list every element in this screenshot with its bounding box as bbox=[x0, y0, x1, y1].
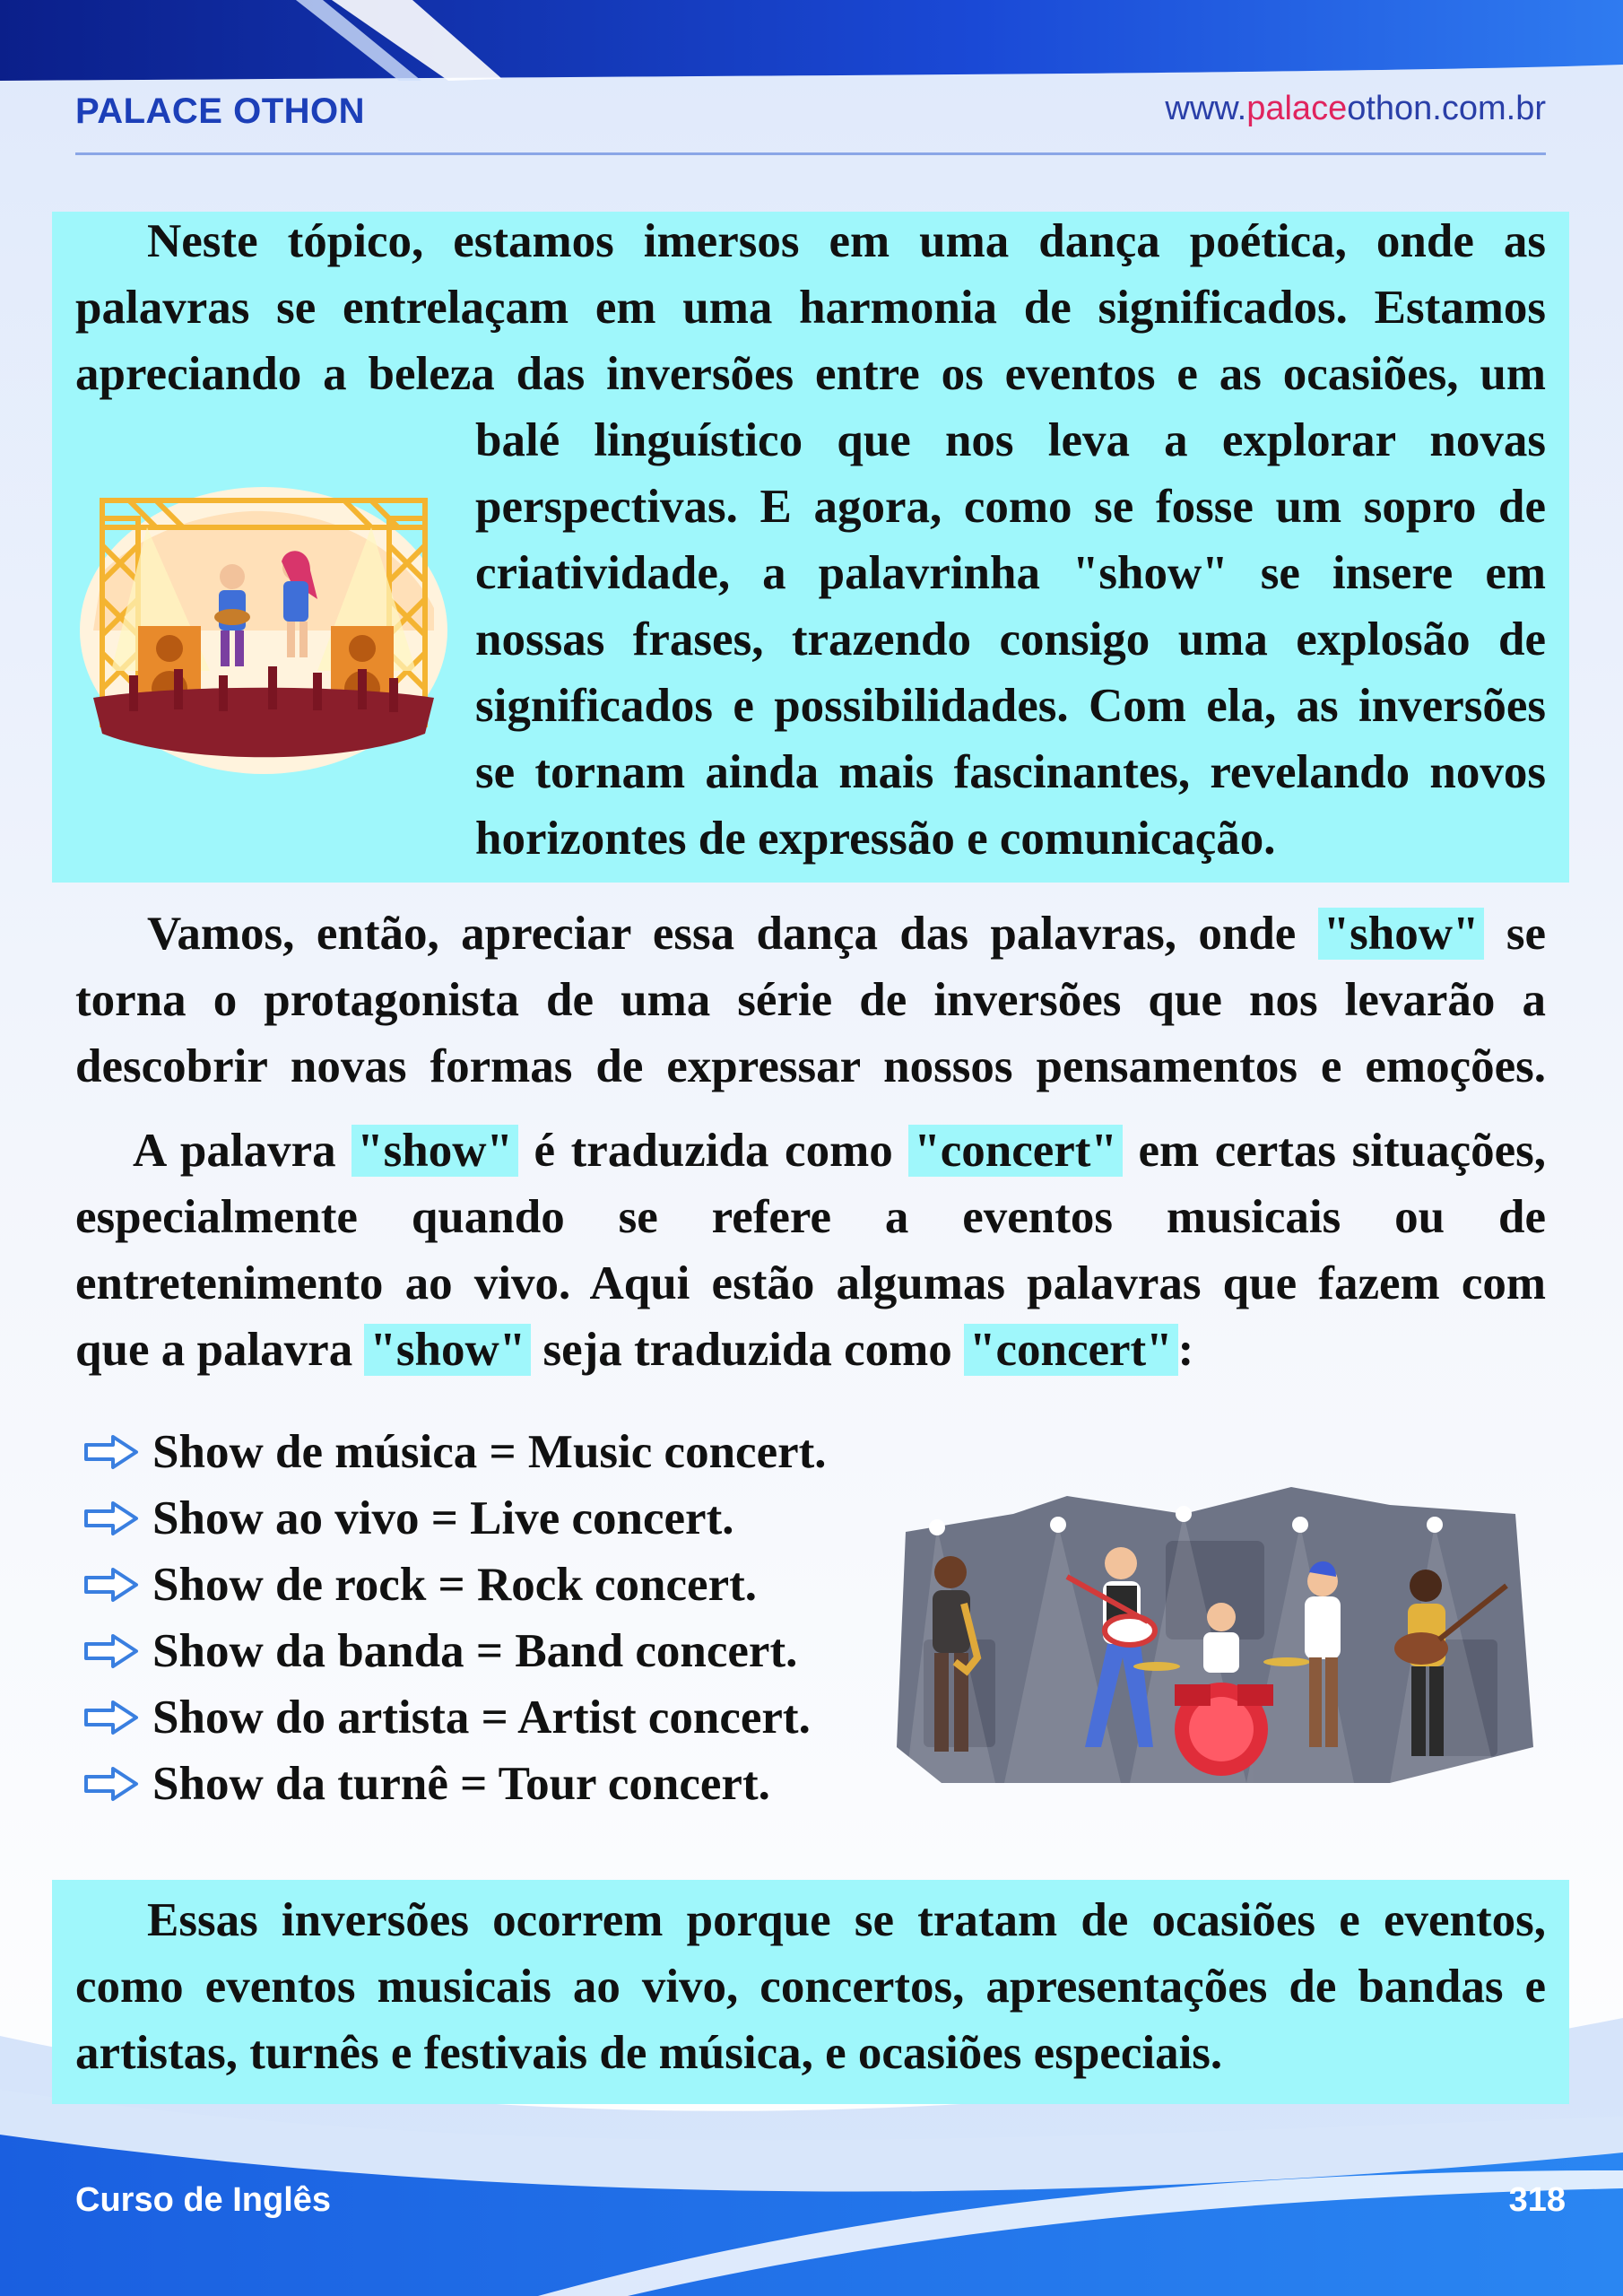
list-item-text: Show de música = Music concert. bbox=[152, 1426, 827, 1478]
paragraph-line bbox=[75, 1317, 1546, 1383]
list-item bbox=[82, 1552, 827, 1618]
intro-line: criatividade, a palavrinha "show" se insere em bbox=[475, 547, 1546, 599]
paragraph-show-concert bbox=[75, 1118, 1546, 1383]
url-highlight: palace bbox=[1246, 90, 1348, 127]
website-url[interactable] bbox=[1165, 90, 1546, 128]
highlighted-word: "show" bbox=[352, 1125, 518, 1177]
text-fragment: : bbox=[1177, 1324, 1194, 1376]
highlighted-word: "show" bbox=[1318, 908, 1485, 960]
arrow-right-icon bbox=[82, 1500, 140, 1536]
paragraph-line: torna o protagonista de uma série de inversões que nos levarão a bbox=[75, 974, 1546, 1026]
closing-line: artistas, turnês e festivais de música, e ocasiões especiais. bbox=[75, 2027, 1223, 2079]
list-item-text: Show ao vivo = Live concert. bbox=[152, 1492, 734, 1544]
text-fragment: seja traduzida como bbox=[542, 1324, 952, 1376]
intro-line: horizontes de expressão e comunicação. bbox=[475, 813, 1276, 865]
paragraph-line bbox=[75, 900, 1546, 967]
highlighted-word: "show" bbox=[364, 1324, 531, 1376]
list-item-text: Show da banda = Band concert. bbox=[152, 1625, 798, 1677]
list-item-text: Show de rock = Rock concert. bbox=[152, 1559, 757, 1611]
url-prefix: www. bbox=[1165, 90, 1247, 127]
paragraph-line: descobrir novas formas de expressar nossos pensamentos e emoções. bbox=[75, 1040, 1546, 1092]
text-fragment: A palavra bbox=[133, 1125, 336, 1177]
arrow-right-icon bbox=[82, 1434, 140, 1470]
url-suffix: othon.com.br bbox=[1347, 90, 1546, 127]
highlighted-word: "concert" bbox=[908, 1125, 1123, 1177]
closing-line: Essas inversões ocorrem porque se tratam de ocasiões e eventos, bbox=[147, 1894, 1546, 1946]
paragraph-line: entretenimento ao vivo. Aqui estão algumas palavras que fazem com bbox=[75, 1257, 1546, 1309]
intro-line: se tornam ainda mais fascinantes, revelando novos bbox=[475, 746, 1546, 798]
paragraph-line bbox=[75, 1118, 1546, 1184]
band-concert-illustration bbox=[888, 1478, 1542, 1810]
stage-concert-illustration bbox=[75, 474, 452, 778]
list-item bbox=[82, 1618, 827, 1684]
intro-line: apreciando a beleza das inversões entre os eventos e as ocasiões, um bbox=[75, 348, 1546, 400]
intro-paragraph-continued bbox=[475, 407, 1546, 872]
arrow-right-icon bbox=[82, 1700, 140, 1735]
intro-line: Neste tópico, estamos imersos em uma dança poética, onde as bbox=[147, 215, 1546, 267]
list-item-text: Show da turnê = Tour concert. bbox=[152, 1758, 770, 1810]
list-item-text: Show do artista = Artist concert. bbox=[152, 1692, 811, 1744]
text-fragment: se bbox=[1506, 908, 1547, 960]
text-fragment: que a palavra bbox=[75, 1324, 353, 1376]
list-item bbox=[82, 1684, 827, 1751]
intro-line: nossas frases, trazendo consigo uma explosão de bbox=[475, 613, 1546, 665]
intro-line: perspectivas. E agora, como se fosse um sopro de bbox=[475, 481, 1546, 533]
intro-line: significados e possibilidades. Com ela, as inversões bbox=[475, 680, 1546, 732]
paragraph-show-protagonist bbox=[75, 900, 1546, 1100]
arrow-right-icon bbox=[82, 1567, 140, 1603]
paragraph-line: especialmente quando se refere a eventos musicais ou de bbox=[75, 1191, 1546, 1243]
arrow-right-icon bbox=[82, 1633, 140, 1669]
translation-list bbox=[82, 1419, 827, 1817]
intro-line: balé linguístico que nos leva a explorar novas bbox=[475, 414, 1546, 466]
page-number: 318 bbox=[1508, 2181, 1566, 2219]
text-fragment: é traduzida como bbox=[534, 1125, 893, 1177]
text-fragment: Vamos, então, apreciar essa dança das palavras, onde bbox=[147, 908, 1297, 960]
course-title: Curso de Inglês bbox=[75, 2181, 332, 2219]
intro-paragraph bbox=[75, 208, 1546, 407]
list-item bbox=[82, 1485, 827, 1552]
list-item bbox=[82, 1751, 827, 1817]
arrow-right-icon bbox=[82, 1766, 140, 1802]
highlighted-word: "concert" bbox=[964, 1324, 1178, 1376]
text-fragment: em certas situações, bbox=[1138, 1125, 1547, 1177]
closing-paragraph bbox=[75, 1887, 1546, 2086]
list-item bbox=[82, 1419, 827, 1485]
closing-line: como eventos musicais ao vivo, concertos, apresentações de bandas e bbox=[75, 1961, 1546, 2013]
brand-name: PALACE OTHON bbox=[75, 91, 366, 131]
intro-line: palavras se entrelaçam em uma harmonia de significados. Estamos bbox=[75, 282, 1546, 334]
header-divider bbox=[75, 152, 1546, 155]
